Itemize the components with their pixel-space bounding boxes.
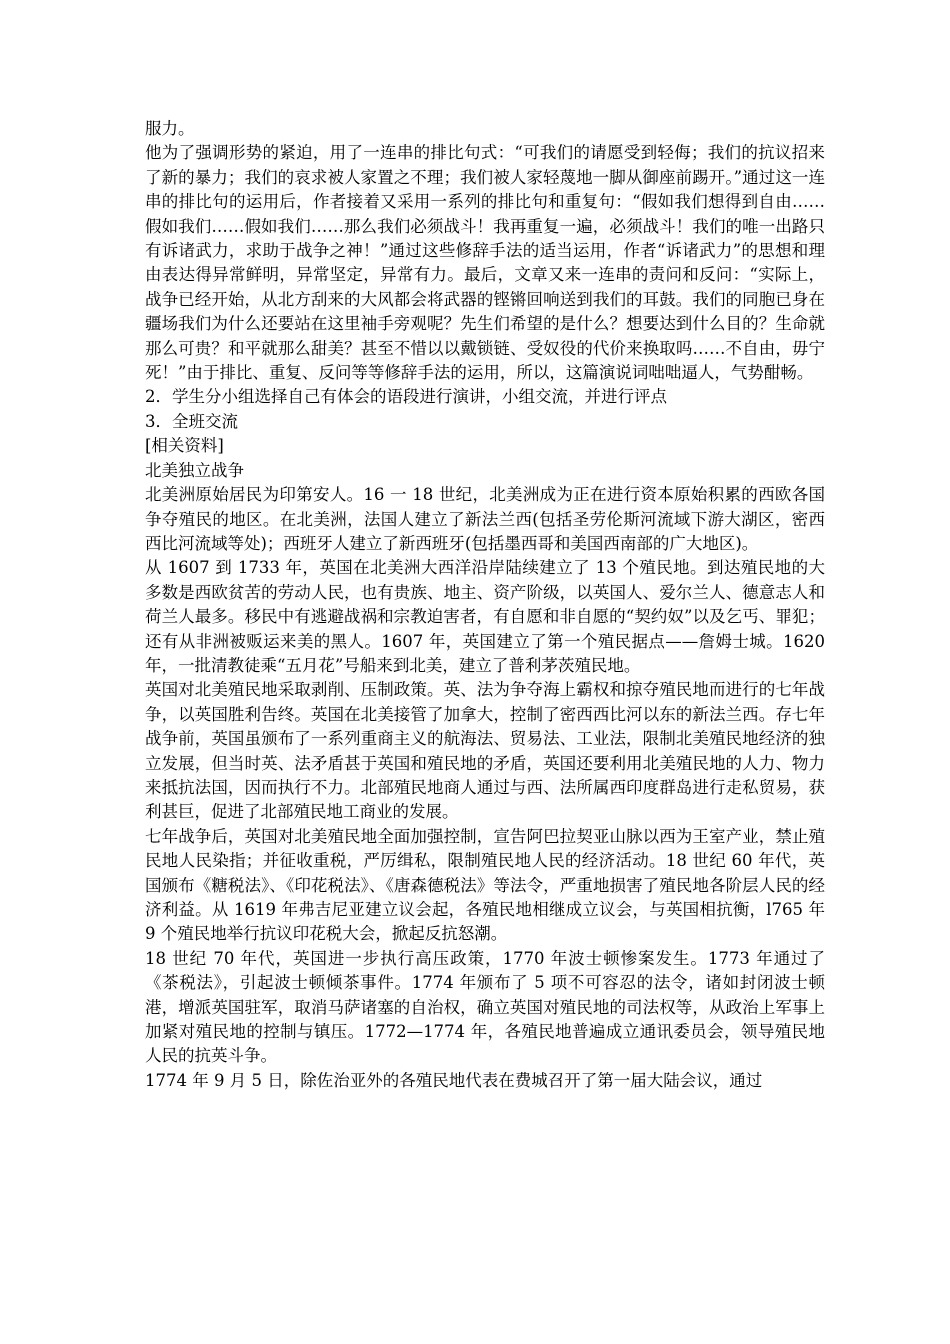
- document-body: [145, 117, 825, 1093]
- paragraph: 北美洲原始居民为印第安人。16 一 18 世纪，北美洲成为正在进行资本原始积累的西欧各国争夺殖民的地区。在北美洲，法国人建立了新法兰西(包括圣劳伦斯河流域下游大湖区，密西西比河流域等处)；西班牙人建立了新西班牙(包括墨西哥和美国西南部的广大地区)。: [145, 485, 825, 553]
- paragraph: 七年战争后，英国对北美殖民地全面加强控制，宣告阿巴拉契亚山脉以西为王室产业，禁止殖民地人民染指；并征收重税，严厉缉私，限制殖民地人民的经济活动。18 世纪 60 年代，英国颁布《糖税法》、《印花税法》、《唐森德税法》等法令，严重地损害了殖民地各阶层人民的经济利益。从 1619 年弗吉尼亚建立议会起，各殖民地相继成立议会，与英国相抗衡，l765 年 9 个殖民地举行抗议印花税大会，掀起反抗怒潮。: [145, 826, 825, 944]
- paragraph: 从 1607 到 1733 年，英国在北美洲大西洋沿岸陆续建立了 13 个殖民地。到达殖民地的大多数是西欧贫苦的劳动人民，也有贵族、地主、资产阶级，以英国人、爱尔兰人、德意志人和荷兰人最多。移民中有逃避战祸和宗教迫害者，有自愿和非自愿的“契约奴”以及乞丐、罪犯；还有从非洲被贩运来美的黑人。1607 年，英国建立了第一个殖民据点——詹姆士城。1620 年，一批清教徒乘“五月花”号船来到北美，建立了普利茅茨殖民地。: [145, 558, 825, 675]
- paragraph: 1774 年 9 月 5 日，除佐治亚外的各殖民地代表在费城召开了第一届大陆会议，通过: [145, 1070, 763, 1090]
- paragraph: 18 世纪 70 年代，英国进一步执行高压政策，1770 年波士顿惨案发生。1773 年通过了《茶税法》，引起波士顿倾茶事件。1774 年颁布了 5 项不可容忍的法令，诸如封闭波士顿港，增派英国驻军，取消马萨诸塞的自治权，确立英国对殖民地的司法权等，从政治上军事上加紧对殖民地的控制与镇压。1772—1774 年，各殖民地普遍成立通讯委员会，领导殖民地人民的抗英斗争。: [145, 948, 825, 1066]
- section-label: [相关资料]: [145, 436, 224, 456]
- paragraph: 2．学生分小组选择自己有体会的语段进行演讲，小组交流，并进行评点: [145, 387, 667, 407]
- paragraph: 英国对北美殖民地采取剥削、压制政策。英、法为争夺海上霸权和掠夺殖民地而进行的七年战争，以英国胜利告终。英国在北美接管了加拿大，控制了密西西比河以东的新法兰西。存七年战争前，英国虽颁布了一系列重商主义的航海法、贸易法、工业法，限制北美殖民地经济的独立发展，但当时英、法矛盾甚于英国和殖民地的矛盾，英国还要利用北美殖民地的人力、物力来抵抗法国，因而执行不力。北部殖民地商人通过与西、法所属西印度群岛进行走私贸易，获利甚巨，促进了北部殖民地工商业的发展。: [145, 680, 825, 822]
- section-heading: 北美独立战争: [145, 460, 244, 480]
- paragraph: 3．全班交流: [145, 411, 238, 431]
- paragraph: 服力。: [145, 119, 195, 138]
- paragraph: 他为了强调形势的紧迫，用了一连串的排比句式：“可我们的请愿受到轻侮；我们的抗议招来了新的暴力；我们的哀求被人家置之不理；我们被人家轻蔑地一脚从御座前踢开。”通过这一连串的排比句的运用后，作者接着又采用一系列的排比句和重复句：“假如我们想得到自由……假如我们……假如我们……那么我们必须战斗！我再重复一遍，必须战斗！我们的唯一出路只有诉诸武力，求助于战争之神！”通过这些修辞手法的适当运用，作者“诉诸武力”的思想和理由表达得异常鲜明，异常坚定，异常有力。最后，文章又来一连串的责问和反问：“实际上，战争已经开始，从北方刮来的大风都会将武器的铿锵回响送到我们的耳鼓。我们的同胞已身在疆场我们为什么还要站在这里袖手旁观呢？先生们希望的是什么？想要达到什么目的？生命就那么可贵？和平就那么甜美？甚至不惜以以戴锁链、受奴役的代价来换取吗……不自由，毋宁死！”由于排比、重复、反问等等修辞手法的运用，所以，这篇演说词咄咄逼人，气势酣畅。: [145, 143, 825, 383]
